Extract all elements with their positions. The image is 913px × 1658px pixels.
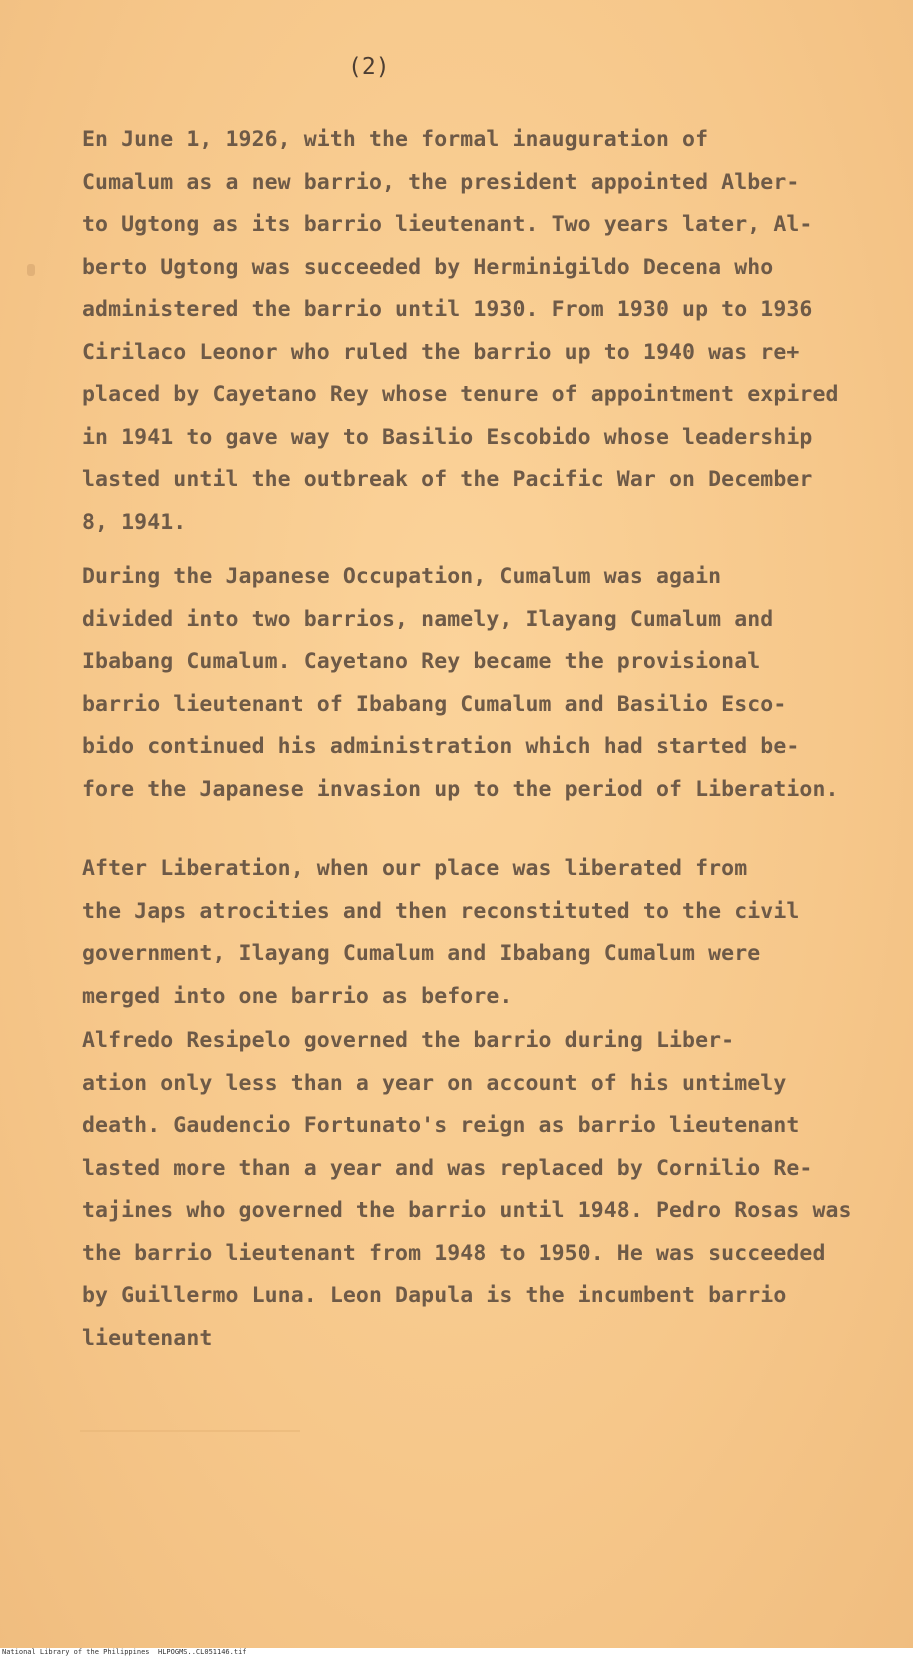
text-line: merged into one barrio as before. [82, 983, 513, 1009]
footer-source: National Library of the Philippines [2, 1648, 150, 1656]
text-line: fore the Japanese invasion up to the period of Liberation. [82, 776, 839, 802]
text-line: lasted more than a year and was replaced by Cornilio Re- [82, 1155, 813, 1181]
paragraph-2 [82, 556, 882, 811]
text-line: by Guillermo Luna. Leon Dapula is the incumbent barrio [82, 1283, 787, 1308]
text-line: administered the barrio until 1930. From 1930 up to 1936 [82, 297, 813, 322]
text-line: death. Gaudencio Fortunato's reign as barrio lieutenant [82, 1113, 800, 1138]
text-line: After Liberation, when our place was liberated from [82, 856, 748, 881]
text-line: to Ugtong as its barrio lieutenant. Two years later, Al- [82, 212, 813, 237]
paragraph-4 [82, 1020, 882, 1360]
text-line: Ibabang Cumalum. Cayetano Rey became the provisional [82, 649, 761, 674]
text-line: barrio lieutenant of Ibabang Cumalum and Basilio Esco- [82, 691, 787, 717]
text-line: in 1941 to gave way to Basilio Escobido whose leadership [82, 424, 813, 450]
footer-file: HLPOGMS..CL051146.tif [158, 1648, 247, 1656]
text-line: ation only less than a year on account of his untimely [82, 1070, 787, 1096]
text-line: placed by Cayetano Rey whose tenure of appointment expired [82, 382, 839, 407]
text-line: Cumalum as a new barrio, the president appointed Alber- [82, 169, 800, 195]
page-number: (2) [348, 54, 390, 80]
paper-mark [27, 264, 35, 276]
text-line: bido continued his administration which had started be- [82, 734, 800, 759]
text-line: En June 1, 1926, with the formal inauguration of [82, 127, 709, 152]
text-line: tajines who governed the barrio until 1948. Pedro Rosas was [82, 1198, 852, 1223]
text-line: divided into two barrios, namely, Ilayang Cumalum and [82, 606, 774, 632]
faint-rule [80, 1430, 300, 1432]
text-line: government, Ilayang Cumalum and Ibabang Cumalum were [82, 941, 761, 966]
text-line: 8, 1941. [82, 509, 187, 535]
paragraph-3 [82, 848, 882, 1018]
text-line: During the Japanese Occupation, Cumalum was again [82, 564, 722, 589]
text-line: the Japs atrocities and then reconstituted to the civil [82, 898, 800, 924]
footer-bar [0, 1648, 913, 1658]
text-line: lasted until the outbreak of the Pacific War on December [82, 467, 813, 492]
text-line: lieutenant [82, 1325, 213, 1351]
text-line: the barrio lieutenant from 1948 to 1950. He was succeeded [82, 1240, 826, 1266]
text-line: berto Ugtong was succeeded by Herminigildo Decena who [82, 254, 774, 280]
paragraph-1 [82, 119, 882, 544]
text-line: Alfredo Resipelo governed the barrio during Liber- [82, 1028, 735, 1053]
text-line: Cirilaco Leonor who ruled the barrio up to 1940 was re+ [82, 339, 800, 365]
